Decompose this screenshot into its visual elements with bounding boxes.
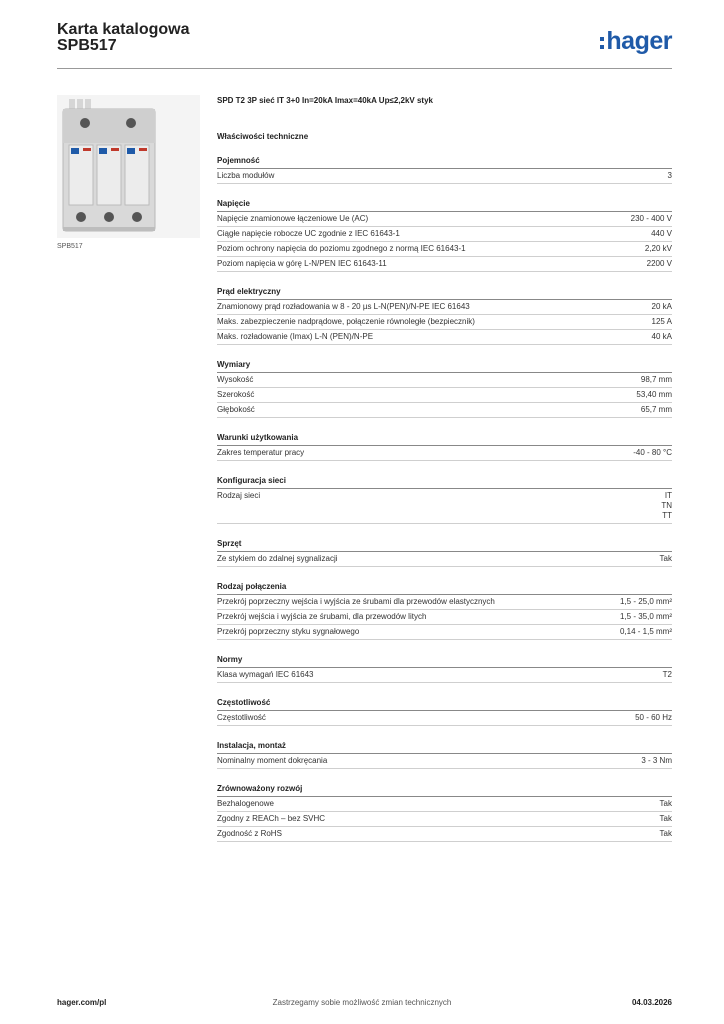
spec-value-line: 0,14 - 1,5 mm² [619, 627, 672, 636]
spec-value-line: TN [661, 501, 672, 510]
spec-row [217, 257, 672, 272]
spec-row [217, 403, 672, 418]
spec-row [217, 610, 672, 625]
spec-heading: Właściwości techniczne [217, 132, 309, 141]
spec-row-value [663, 670, 672, 680]
spec-row-label: Częstotliwość [217, 713, 266, 722]
spec-row-value [641, 405, 672, 415]
spec-row-value [660, 814, 672, 824]
spec-row-value [641, 375, 672, 385]
spec-row-label: Przekrój poprzeczny wejścia i wyjścia ze śrubami dla przewodów elastycznych [217, 597, 495, 606]
spec-value-line: 20 kA [651, 302, 672, 311]
spec-row-label: Rodzaj sieci [217, 491, 261, 500]
spec-row-value [652, 317, 672, 327]
spec-row [217, 552, 672, 567]
spec-group [217, 538, 672, 567]
spec-value-line: 65,7 mm [640, 405, 672, 414]
spec-row-value [636, 390, 672, 400]
spec-value-line: TT [662, 511, 672, 520]
spec-group [217, 155, 672, 184]
spec-group-title: Konfiguracja sieci [217, 475, 672, 489]
spec-group [217, 475, 672, 524]
page-title: Karta katalogowa [57, 21, 190, 38]
spec-value-line: 53,40 mm [636, 390, 672, 399]
spec-row-label: Zgodność z RoHS [217, 829, 282, 838]
spec-group-title: Rodzaj połączenia [217, 581, 672, 595]
spec-row-value [620, 612, 672, 622]
spec-row [217, 212, 672, 227]
spec-row [217, 827, 672, 842]
spec-group [217, 740, 672, 769]
spec-row-value [635, 713, 672, 723]
spec-row [217, 711, 672, 726]
header-divider [57, 68, 672, 69]
spec-value-line: 125 A [651, 317, 672, 326]
spec-row [217, 300, 672, 315]
spec-value-line: Tak [659, 554, 672, 563]
spec-group-title: Wymiary [217, 359, 672, 373]
spec-row-label: Szerokość [217, 390, 255, 399]
spec-row-label: Maks. zabezpieczenie nadprądowe, połączenie równoległe (bezpiecznik) [217, 317, 475, 326]
spec-row-value [647, 259, 672, 269]
spec-row-value [651, 229, 672, 239]
product-image [57, 95, 200, 238]
footer-date: 04.03.2026 [631, 998, 672, 1007]
spec-row [217, 489, 672, 524]
spec-value-line: 2200 V [646, 259, 672, 268]
spec-value-line: 440 V [651, 229, 672, 238]
hager-logo [600, 29, 672, 54]
surge-protector-icon [57, 95, 200, 238]
spec-value-line: IT [664, 491, 672, 500]
spec-row-value [620, 627, 672, 637]
footer-note: Zastrzegamy sobie możliwość zmian technicznych [272, 998, 452, 1007]
spec-row-value [631, 214, 672, 224]
spec-value-line: T2 [662, 670, 672, 679]
spec-group-title: Sprzęt [217, 538, 672, 552]
spec-value-line: 40 kA [651, 332, 672, 341]
spec-group-title: Częstotliwość [217, 697, 672, 711]
spec-group [217, 654, 672, 683]
spec-row-label: Bezhalogenowe [217, 799, 274, 808]
spec-value-line: 1,5 - 35,0 mm² [619, 612, 672, 621]
spec-value-line: Tak [659, 799, 672, 808]
spec-row [217, 242, 672, 257]
spec-row [217, 668, 672, 683]
spec-row-label: Ciągłe napięcie robocze UC zgodnie z IEC 61643-1 [217, 229, 400, 238]
logo-dots-icon [600, 37, 604, 49]
spec-row [217, 330, 672, 345]
spec-row-label: Poziom ochrony napięcia do poziomu zgodnego z normą IEC 61643-1 [217, 244, 466, 253]
spec-row-value [661, 491, 672, 521]
spec-row [217, 169, 672, 184]
spec-row-label: Klasa wymagań IEC 61643 [217, 670, 314, 679]
spec-row-value [620, 597, 672, 607]
spec-value-line: 50 - 60 Hz [635, 713, 672, 722]
logo-wordmark: hager [606, 27, 672, 55]
spec-row [217, 754, 672, 769]
spec-row-label: Ze stykiem do zdalnej sygnalizacji [217, 554, 338, 563]
spec-row-value [660, 829, 672, 839]
spec-row-value [660, 554, 672, 564]
spec-group [217, 697, 672, 726]
spec-value-line: Tak [659, 814, 672, 823]
spec-row-label: Wysokość [217, 375, 254, 384]
spec-value-line: 98,7 mm [640, 375, 672, 384]
spec-group-title: Instalacja, montaż [217, 740, 672, 754]
spec-row [217, 315, 672, 330]
spec-group-title: Warunki użytkowania [217, 432, 672, 446]
product-description: SPD T2 3P sieć IT 3+0 In=20kA Imax=40kA Up≤2,2kV styk [217, 96, 433, 105]
spec-row [217, 388, 672, 403]
spec-row-label: Poziom napięcia w górę L-N/PEN IEC 61643-11 [217, 259, 387, 268]
spec-row-value [652, 302, 672, 312]
spec-value-line: 3 - 3 Nm [641, 756, 672, 765]
spec-row [217, 446, 672, 461]
spec-row-label: Nominalny moment dokręcania [217, 756, 328, 765]
spec-row-label: Przekrój wejścia i wyjścia ze śrubami, dla przewodów litych [217, 612, 427, 621]
spec-row-value [652, 332, 672, 342]
product-code: SPB517 [57, 37, 117, 54]
spec-row-label: Przekrój poprzeczny styku sygnałowego [217, 627, 360, 636]
spec-group [217, 432, 672, 461]
spec-row-value [633, 448, 672, 458]
spec-row-value [645, 244, 672, 254]
product-image-caption: SPB517 [57, 243, 83, 250]
spec-group-title: Prąd elektryczny [217, 286, 672, 300]
spec-row [217, 625, 672, 640]
spec-group [217, 286, 672, 345]
spec-row-value [660, 799, 672, 809]
spec-value-line: 1,5 - 25,0 mm² [619, 597, 672, 606]
spec-row-label: Liczba modułów [217, 171, 275, 180]
spec-row [217, 595, 672, 610]
spec-group [217, 198, 672, 272]
spec-row [217, 812, 672, 827]
spec-group-title: Napięcie [217, 198, 672, 212]
spec-row-label: Znamionowy prąd rozładowania w 8 - 20 µs L-N(PEN)/N-PE IEC 61643 [217, 302, 470, 311]
spec-row-label: Maks. rozładowanie (Imax) L-N (PEN)/N-PE [217, 332, 374, 341]
spec-value-line: 230 - 400 V [630, 214, 672, 223]
spec-value-line: Tak [659, 829, 672, 838]
spec-group-title: Pojemność [217, 155, 672, 169]
spec-group-title: Zrównoważony rozwój [217, 783, 672, 797]
spec-group [217, 581, 672, 640]
footer-website: hager.com/pl [57, 998, 107, 1007]
spec-groups [217, 155, 672, 842]
spec-group [217, 783, 672, 842]
spec-row [217, 373, 672, 388]
spec-group-title: Normy [217, 654, 672, 668]
spec-row-label: Głębokość [217, 405, 255, 414]
spec-row-value [668, 171, 672, 181]
spec-value-line: 2,20 kV [644, 244, 672, 253]
spec-row [217, 797, 672, 812]
spec-value-line: -40 - 80 °C [633, 448, 672, 457]
spec-row-value [641, 756, 672, 766]
spec-row-label: Zakres temperatur pracy [217, 448, 305, 457]
spec-row-label: Zgodny z REACh – bez SVHC [217, 814, 326, 823]
spec-row-label: Napięcie znamionowe łączeniowe Ue (AC) [217, 214, 369, 223]
spec-group [217, 359, 672, 418]
spec-row [217, 227, 672, 242]
spec-value-line: 3 [667, 171, 672, 180]
spec-section [217, 95, 672, 856]
